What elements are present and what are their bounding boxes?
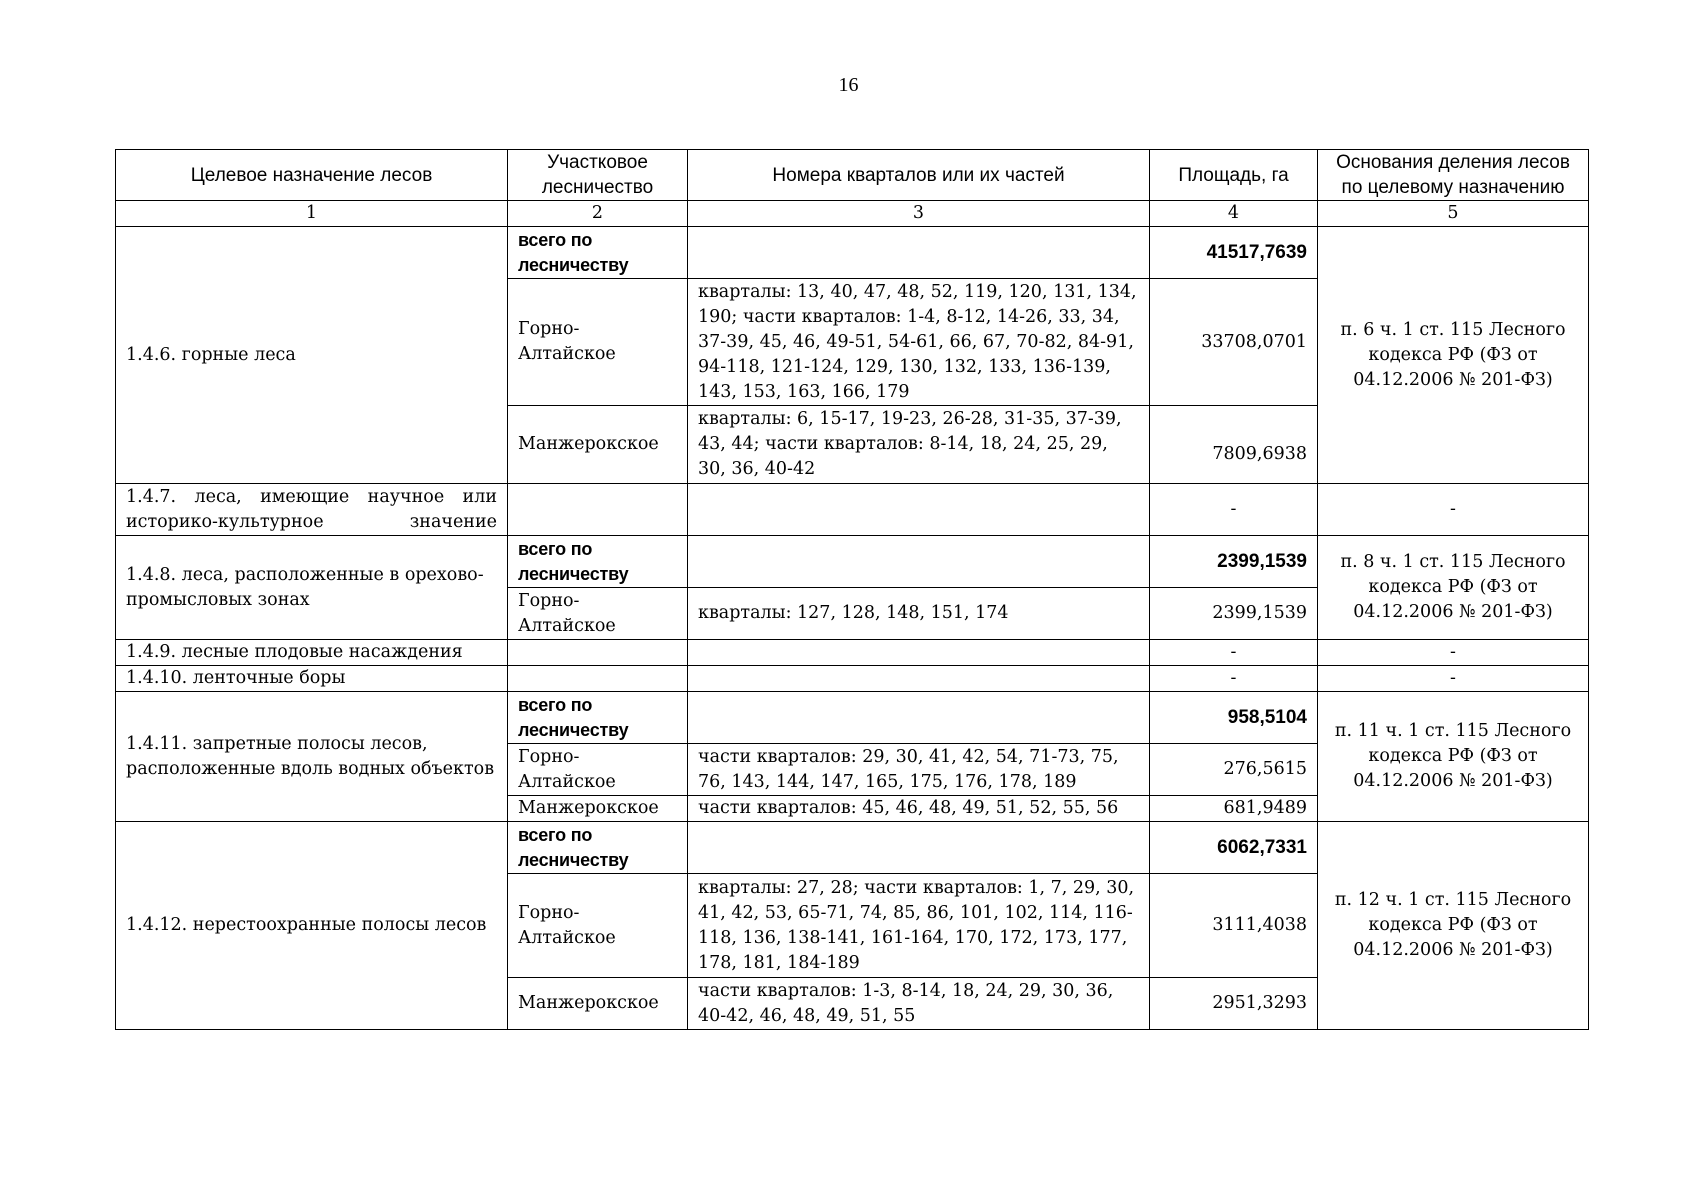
- district-cell: [508, 484, 688, 536]
- quarters-cell: [688, 536, 1150, 588]
- quarters-cell: [688, 484, 1150, 536]
- area-cell: 33708,0701: [1150, 279, 1318, 406]
- quarters-cell: [688, 227, 1150, 279]
- table-row: [116, 640, 1589, 666]
- district-cell: Горно-Алтайское: [508, 279, 688, 406]
- area-cell: 2399,1539: [1150, 536, 1318, 588]
- area-cell: 2951,3293: [1150, 978, 1318, 1030]
- quarters-cell: кварталы: 13, 40, 47, 48, 52, 119, 120, 131, 134, 190; части кварталов: 1-4, 8-12, 14-26, 33, 34, 37-39, 45, 46, 49-51, 54-61, 66, 67, 70-82, 84-91, 94-118, 121-124, 129, 130, 132, 133, 136-139, 143, 153, 163, 166, 179: [688, 279, 1150, 406]
- column-number: 2: [508, 201, 688, 227]
- quarters-cell: [688, 692, 1150, 744]
- district-cell: Горно-Алтайское: [508, 744, 688, 796]
- table-row: [116, 822, 1589, 874]
- area-cell: -: [1150, 666, 1318, 692]
- table-row: [116, 692, 1589, 744]
- table-row: [116, 536, 1589, 588]
- district-cell: Горно-Алтайское: [508, 874, 688, 978]
- purpose-text: 1.4.7. леса, имеющие научное или историко-культурное значение: [126, 486, 497, 532]
- quarters-cell: части кварталов: 1-3, 8-14, 18, 24, 29, 30, 36, 40-42, 46, 48, 49, 51, 55: [688, 978, 1150, 1030]
- area-cell: 7809,6938: [1150, 406, 1318, 484]
- district-cell: [508, 640, 688, 666]
- area-cell: -: [1150, 484, 1318, 536]
- purpose-cell: 1.4.9. лесные плодовые насаждения: [116, 640, 508, 666]
- column-number: 3: [688, 201, 1150, 227]
- quarters-cell: кварталы: 27, 28; части кварталов: 1, 7, 29, 30, 41, 42, 53, 65-71, 74, 85, 86, 101, 102, 114, 116-118, 136, 138-141, 161-164, 170, 172, 173, 177, 178, 181, 184-189: [688, 874, 1150, 978]
- area-cell: 958,5104: [1150, 692, 1318, 744]
- column-number: 4: [1150, 201, 1318, 227]
- basis-cell: п. 12 ч. 1 ст. 115 Лесного кодекса РФ (ФЗ от 04.12.2006 № 201-ФЗ): [1318, 822, 1589, 1030]
- purpose-cell: 1.4.6. горные леса: [116, 227, 508, 484]
- area-cell: 41517,7639: [1150, 227, 1318, 279]
- basis-cell: п. 11 ч. 1 ст. 115 Лесного кодекса РФ (ФЗ от 04.12.2006 № 201-ФЗ): [1318, 692, 1589, 822]
- page-number: 16: [838, 74, 859, 96]
- header-district: Участковое лесничество: [508, 150, 688, 201]
- district-cell: Манжерокское: [508, 406, 688, 484]
- quarters-cell: [688, 640, 1150, 666]
- district-cell: всего по лесничеству: [508, 536, 688, 588]
- basis-cell: п. 6 ч. 1 ст. 115 Лесного кодекса РФ (ФЗ от 04.12.2006 № 201-ФЗ): [1318, 227, 1589, 484]
- district-cell: Манжерокское: [508, 978, 688, 1030]
- table-row: [116, 227, 1589, 279]
- quarters-cell: [688, 666, 1150, 692]
- area-cell: 2399,1539: [1150, 588, 1318, 640]
- area-cell: -: [1150, 640, 1318, 666]
- district-cell: всего по лесничеству: [508, 227, 688, 279]
- purpose-cell: [116, 484, 508, 536]
- area-cell: 681,9489: [1150, 796, 1318, 822]
- quarters-cell: части кварталов: 29, 30, 41, 42, 54, 71-73, 75, 76, 143, 144, 147, 165, 175, 176, 178, 189: [688, 744, 1150, 796]
- quarters-cell: кварталы: 127, 128, 148, 151, 174: [688, 588, 1150, 640]
- purpose-cell: 1.4.11. запретные полосы лесов, расположенные вдоль водных объектов: [116, 692, 508, 822]
- basis-cell: п. 8 ч. 1 ст. 115 Лесного кодекса РФ (ФЗ от 04.12.2006 № 201-ФЗ): [1318, 536, 1589, 640]
- table-row: [116, 484, 1589, 536]
- purpose-cell: 1.4.12. нерестоохранные полосы лесов: [116, 822, 508, 1030]
- forest-purpose-table: [115, 149, 1589, 1030]
- column-number-row: [116, 201, 1589, 227]
- header-area: Площадь, га: [1150, 150, 1318, 201]
- purpose-cell: 1.4.10. ленточные боры: [116, 666, 508, 692]
- table-header-row: [116, 150, 1589, 201]
- header-quarters: Номера кварталов или их частей: [688, 150, 1150, 201]
- purpose-cell: 1.4.8. леса, расположенные в орехово-промысловых зонах: [116, 536, 508, 640]
- area-cell: 3111,4038: [1150, 874, 1318, 978]
- district-cell: всего по лесничеству: [508, 822, 688, 874]
- area-cell: 276,5615: [1150, 744, 1318, 796]
- column-number: 1: [116, 201, 508, 227]
- header-basis: Основания деления лесов по целевому назначению: [1318, 150, 1589, 201]
- basis-cell: -: [1318, 640, 1589, 666]
- district-cell: Горно-Алтайское: [508, 588, 688, 640]
- table-row: [116, 666, 1589, 692]
- area-cell: 6062,7331: [1150, 822, 1318, 874]
- header-purpose: Целевое назначение лесов: [116, 150, 508, 201]
- district-cell: всего по лесничеству: [508, 692, 688, 744]
- district-cell: Манжерокское: [508, 796, 688, 822]
- column-number: 5: [1318, 201, 1589, 227]
- quarters-cell: кварталы: 6, 15-17, 19-23, 26-28, 31-35, 37-39, 43, 44; части кварталов: 8-14, 18, 24, 25, 29, 30, 36, 40-42: [688, 406, 1150, 484]
- basis-cell: -: [1318, 666, 1589, 692]
- quarters-cell: [688, 822, 1150, 874]
- basis-cell: -: [1318, 484, 1589, 536]
- district-cell: [508, 666, 688, 692]
- quarters-cell: части кварталов: 45, 46, 48, 49, 51, 52, 55, 56: [688, 796, 1150, 822]
